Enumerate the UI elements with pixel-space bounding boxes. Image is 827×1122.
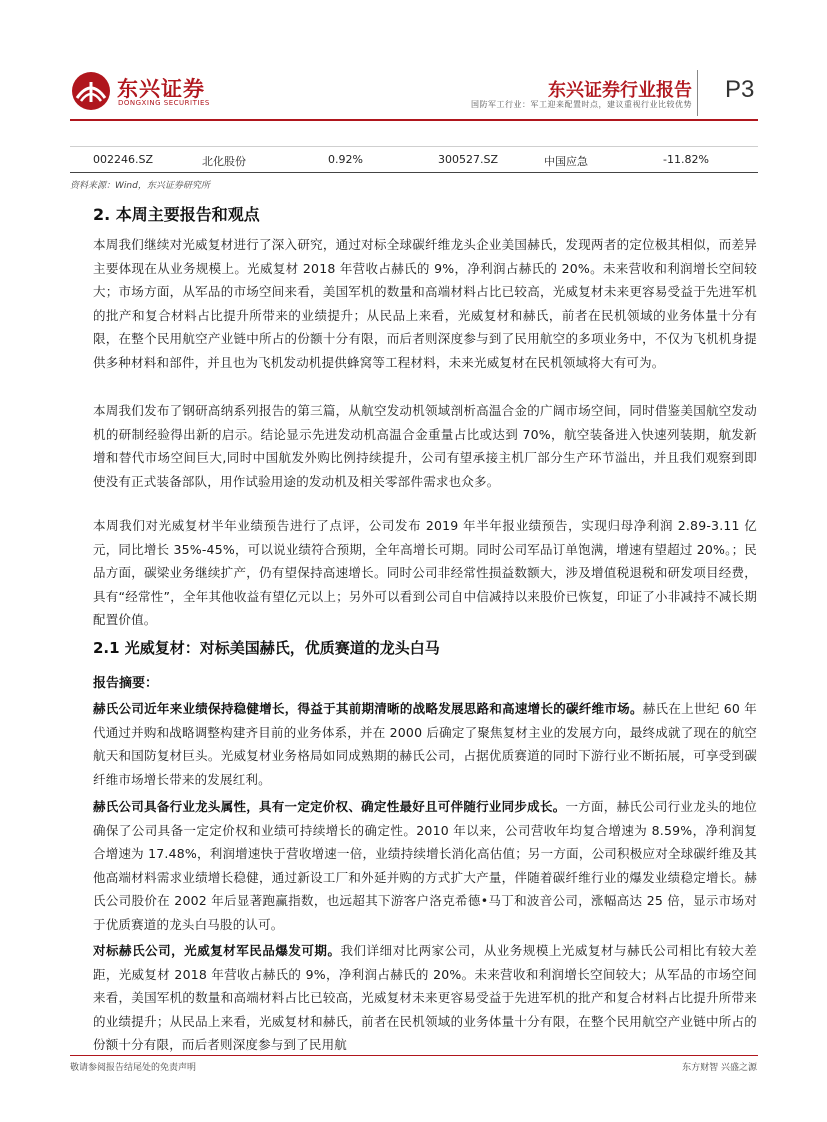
table-bottom-rule bbox=[70, 172, 758, 173]
footer-rule bbox=[70, 1055, 758, 1056]
summary-3-body: 我们详细对比两家公司，从业务规模上光威复材与赫氏公司相比有较大差距，光威复材 2018 年营收占赫氏的 9%，净利润占赫氏的 20%。未来营收和利润增长空间较大；从军品的市场空间来看，美国军机的数量和高端材料占比已较高，光威复材未来更容易受益于先进军机的批产和复合材料占比提升所带来的业绩提升；从民品上来看，光威复材和赫氏，前者在民机领域的业务体量十分有限，在整个民用航空产业链中所占的份额十分有限，而后者则深度参与到了民用航 bbox=[93, 943, 757, 1053]
section-heading: 2. 本周主要报告和观点 bbox=[93, 205, 260, 224]
report-title: 东兴证券行业报告 bbox=[548, 80, 692, 101]
cell-code-2: 300527.SZ bbox=[438, 153, 499, 166]
summary-label: 报告摘要： bbox=[93, 676, 159, 691]
subsection-heading: 2.1 光威复材：对标美国赫氏，优质赛道的龙头白马 bbox=[93, 639, 440, 657]
cell-name-1: 北化股份 bbox=[202, 155, 246, 168]
footer-disclaimer: 敬请参阅报告结尾处的免责声明 bbox=[70, 1063, 197, 1073]
summary-paragraph-3 bbox=[93, 939, 757, 1057]
summary-2-body: 一方面，赫氏公司行业龙头的地位确保了公司具备一定定价权和业绩可持续增长的确定性。2010 年以来，公司营收年均复合增速为 8.59%，净利润复合增速为 17.48%，利润增速快于营收增速一倍，业绩持续增长消化高估值；另一方面，公司积极应对全球碳纤维及其他高端材料需求业绩增长稳健，通过新设工厂和外延并购的方式扩大产量，伴随着碳纤维行业的爆发业绩稳定增长。赫氏公司股价在 2002 年后显著跑赢指数，也远超其下游客户洛克希德•马丁和波音公司，涨幅高达 25 倍，显示市场对于优质赛道的龙头白马股的认可。 bbox=[93, 799, 757, 932]
table-row bbox=[70, 147, 758, 173]
cell-name-2: 中国应急 bbox=[544, 155, 588, 168]
logo-mark-icon bbox=[70, 70, 112, 112]
paragraph-1: 本周我们继续对光威复材进行了深入研究，通过对标全球碳纤维龙头企业美国赫氏，发现两者的定位极其相似，而差异主要体现在从业务规模上。光威复材 2018 年营收占赫氏的 9%，净利润占赫氏的 20%。未来营收和利润增长空间较大；市场方面，从军品的市场空间来看，美国军机的数量和高端材料占比已较高，光威复材未来更容易受益于先进军机的批产和复合材料占比提升所带来的业绩提升；从民品上来看，光威复材和赫氏，前者在民机领域的业务体量十分有限，在整个民用航空产业链中所占的份额十分有限，而后者则深度参与到了民用航空的多项业务中，不仅为飞机机身提供多种材料和部件，并且也为飞机发动机提供蜂窝等工程材料，未来光威复材在民机领域将大有可为。 bbox=[93, 237, 757, 370]
summary-2-lead: 赫氏公司具备行业龙头属性，具有一定定价权、确定性最好且可伴随行业同步成长。 bbox=[93, 799, 566, 814]
header-divider bbox=[697, 70, 698, 116]
cell-pct-1: 0.92% bbox=[328, 153, 363, 166]
data-source-note: 资料来源：Wind，东兴证券研究所 bbox=[70, 181, 210, 191]
summary-paragraph-1 bbox=[93, 697, 757, 791]
cell-code-1: 002246.SZ bbox=[93, 153, 154, 166]
summary-1-body: 赫氏在上世纪 60 年代通过并购和战略调整构建齐目前的业务体系，并在 2000 后确定了聚焦复材主业的发展方向，最终成就了现在的航空航天和国防复材巨头。光威复材业务格局如同成熟期的赫氏公司，占据优质赛道的同时下游行业不断拓展，可享受到碳纤维市场增长带来的发展红利。 bbox=[93, 701, 757, 787]
logo-text-en: DONGXING SECURITIES bbox=[118, 99, 210, 107]
paragraph-3: 本周我们对光威复材半年业绩预告进行了点评，公司发布 2019 年半年报业绩预告，实现归母净利润 2.89-3.11 亿元，同比增长 35%-45%，可以说业绩符合预期，全年高增长可期。同时公司军品订单饱满，增速有望超过 20%。；民品方面，碳梁业务继续扩产，仍有望保持高速增长。同时公司非经常性损益数额大，涉及增值税退税和研发项目经费，具有“经常性”，全年其他收益有望亿元以上；另外可以看到公司自中信减持以来股价已恢复，印证了小非减持不减长期配置价值。 bbox=[93, 518, 757, 628]
header-rule bbox=[70, 119, 758, 121]
cell-pct-2: -11.82% bbox=[663, 153, 709, 166]
page-number: P3 bbox=[725, 76, 755, 103]
paragraph-2: 本周我们发布了钢研高纳系列报告的第三篇，从航空发动机领域剖析高温合金的广阔市场空间，同时借鉴美国航空发动机的研制经验得出新的启示。结论显示先进发动机高温合金重量占比或达到 70%，航空装备进入快速列装期，航发新增和替代市场空间巨大,同时中国航发外购比例持续提升，公司有望承接主机厂部分生产环节溢出，并且我们观察到即使没有正式装备部队，用作试验用途的发动机及相关零部件需求也众多。 bbox=[93, 403, 757, 489]
summary-paragraph-2 bbox=[93, 795, 757, 937]
summary-3-lead: 对标赫氏公司，光威复材军民品爆发可期。 bbox=[93, 943, 341, 958]
report-subtitle: 国防军工行业：军工迎来配置时点，建议重视行业比较优势 bbox=[471, 100, 692, 109]
summary-1-lead: 赫氏公司近年来业绩保持稳健增长，得益于其前期清晰的战略发展思路和高速增长的碳纤维市场。 bbox=[93, 701, 643, 716]
logo-text-cn: 东兴证券 bbox=[117, 77, 205, 101]
company-logo bbox=[70, 70, 240, 118]
footer-slogan: 东方财智 兴盛之源 bbox=[682, 1063, 757, 1073]
